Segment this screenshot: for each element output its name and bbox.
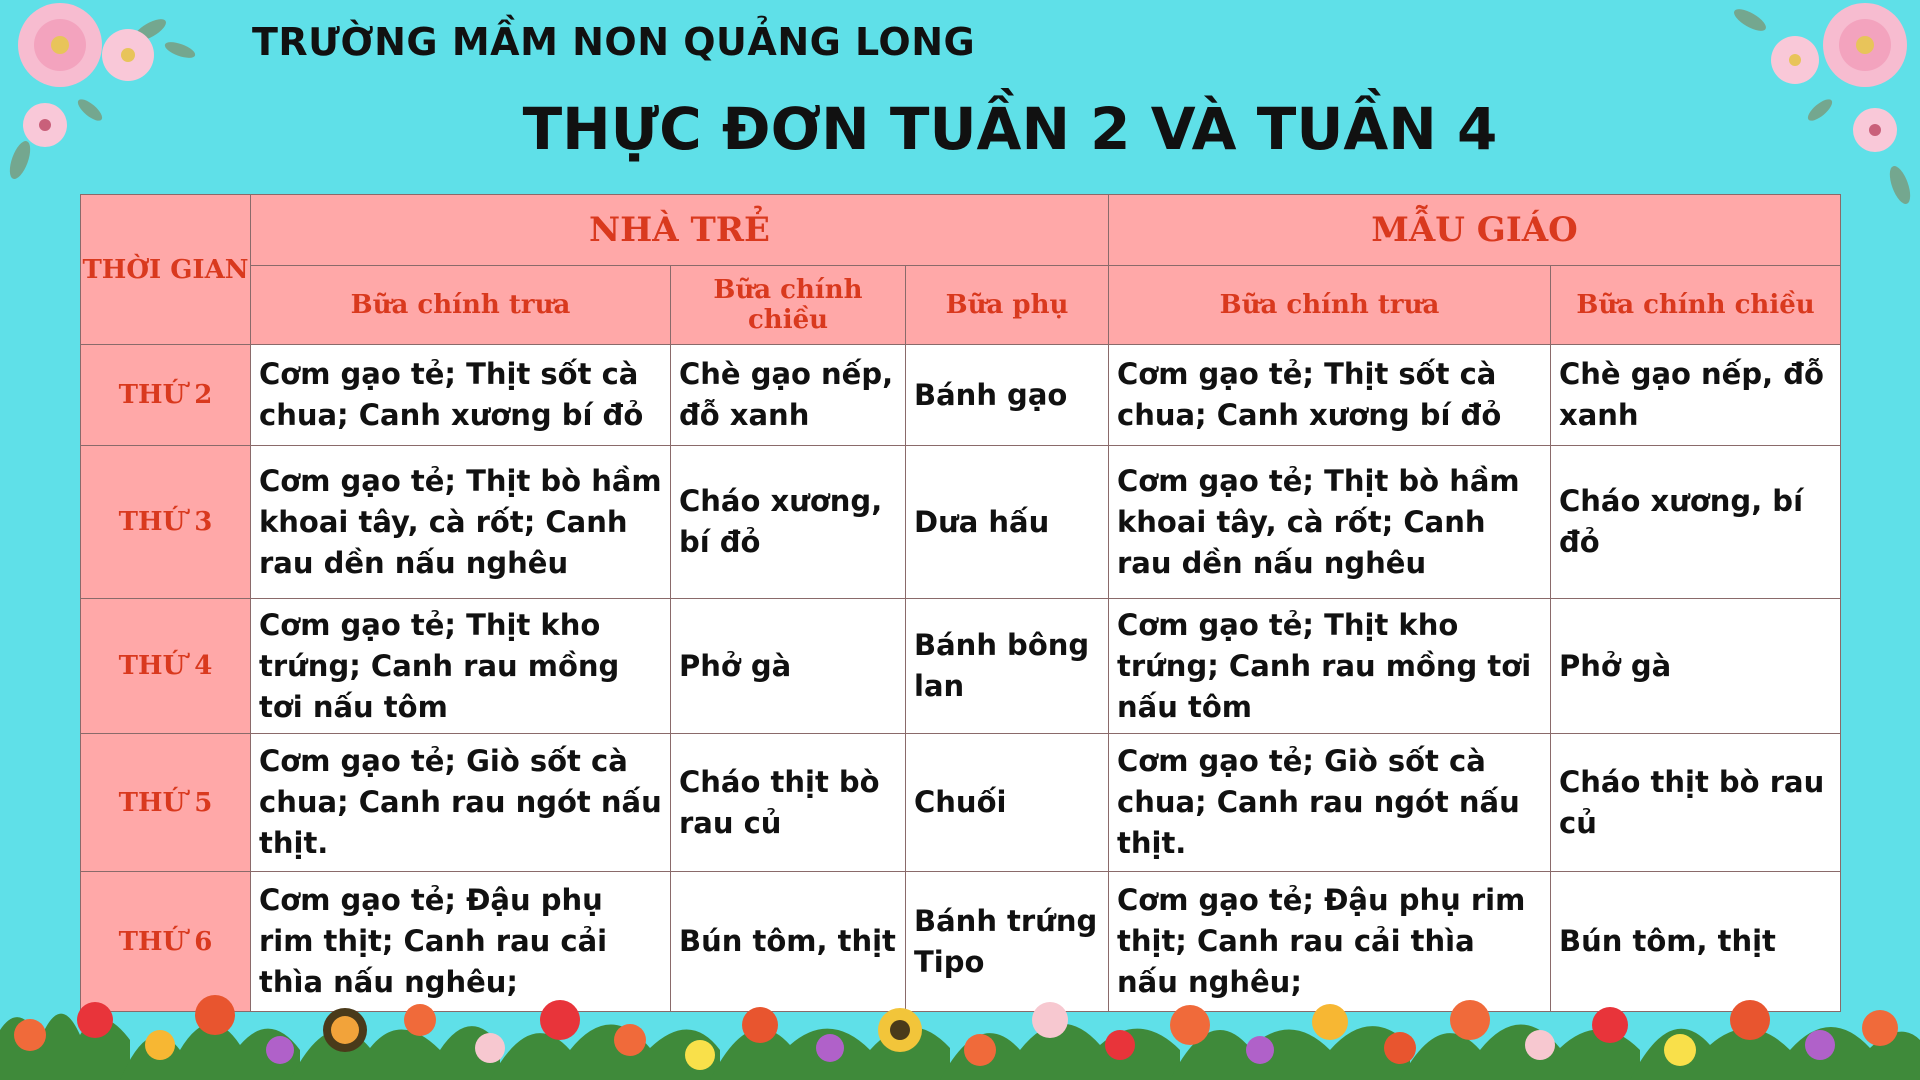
- group-header-nha-tre: NHÀ TRẺ: [251, 195, 1109, 266]
- menu-cell: Cơm gạo tẻ; Thịt sốt cà chua; Canh xương bí đỏ: [1109, 345, 1551, 446]
- menu-cell: Cháo xương, bí đỏ: [1551, 446, 1841, 599]
- menu-cell: Bún tôm, thịt: [1551, 872, 1841, 1012]
- time-header: THỜI GIAN: [81, 195, 251, 345]
- menu-table: [80, 194, 1841, 1012]
- column-header: Bữa chính chiều: [671, 266, 906, 345]
- day-label: THỨ 5: [81, 734, 251, 872]
- column-header-row: [81, 266, 1841, 345]
- menu-cell: Phở gà: [1551, 599, 1841, 734]
- menu-cell: Cơm gạo tẻ; Thịt bò hầm khoai tây, cà rốt; Canh rau dền nấu nghêu: [1109, 446, 1551, 599]
- menu-cell: Cơm gạo tẻ; Đậu phụ rim thịt; Canh rau cải thìa nấu nghêu;: [1109, 872, 1551, 1012]
- day-label: THỨ 6: [81, 872, 251, 1012]
- day-label: THỨ 4: [81, 599, 251, 734]
- menu-cell: Cháo thịt bò rau củ: [671, 734, 906, 872]
- day-label: THỨ 3: [81, 446, 251, 599]
- school-name: TRƯỜNG MẦM NON QUẢNG LONG: [252, 20, 976, 64]
- menu-cell: Bánh trứng Tipo: [906, 872, 1109, 1012]
- menu-cell: Cơm gạo tẻ; Thịt kho trứng; Canh rau mồng tơi nấu tôm: [1109, 599, 1551, 734]
- menu-cell: Bánh bông lan: [906, 599, 1109, 734]
- table-row: [81, 734, 1841, 872]
- menu-cell: Chuối: [906, 734, 1109, 872]
- day-label: THỨ 2: [81, 345, 251, 446]
- menu-cell: Cơm gạo tẻ; Thịt kho trứng; Canh rau mồng tơi nấu tôm: [251, 599, 671, 734]
- menu-cell: Cơm gạo tẻ; Giò sốt cà chua; Canh rau ngót nấu thịt.: [251, 734, 671, 872]
- menu-cell: Chè gạo nếp, đỗ xanh: [1551, 345, 1841, 446]
- page-title: THỰC ĐƠN TUẦN 2 VÀ TUẦN 4: [522, 95, 1498, 163]
- column-header: Bữa chính trưa: [1109, 266, 1551, 345]
- group-header-mau-giao: MẪU GIÁO: [1109, 195, 1841, 266]
- menu-cell: Bánh gạo: [906, 345, 1109, 446]
- menu-cell: Cháo xương, bí đỏ: [671, 446, 906, 599]
- menu-cell: Dưa hấu: [906, 446, 1109, 599]
- menu-cell: Bún tôm, thịt: [671, 872, 906, 1012]
- group-header-row: [81, 195, 1841, 266]
- menu-cell: Chè gạo nếp, đỗ xanh: [671, 345, 906, 446]
- table-row: [81, 446, 1841, 599]
- table-row: [81, 345, 1841, 446]
- menu-cell: Cháo thịt bò rau củ: [1551, 734, 1841, 872]
- flower-border: [0, 960, 1920, 1080]
- column-header: Bữa chính chiều: [1551, 266, 1841, 345]
- menu-cell: Cơm gạo tẻ; Thịt bò hầm khoai tây, cà rốt; Canh rau dền nấu nghêu: [251, 446, 671, 599]
- menu-cell: Cơm gạo tẻ; Đậu phụ rim thịt; Canh rau cải thìa nấu nghêu;: [251, 872, 671, 1012]
- menu-cell: Phở gà: [671, 599, 906, 734]
- menu-cell: Cơm gạo tẻ; Thịt sốt cà chua; Canh xương bí đỏ: [251, 345, 671, 446]
- table-row: [81, 599, 1841, 734]
- column-header: Bữa phụ: [906, 266, 1109, 345]
- menu-cell: Cơm gạo tẻ; Giò sốt cà chua; Canh rau ngót nấu thịt.: [1109, 734, 1551, 872]
- column-header: Bữa chính trưa: [251, 266, 671, 345]
